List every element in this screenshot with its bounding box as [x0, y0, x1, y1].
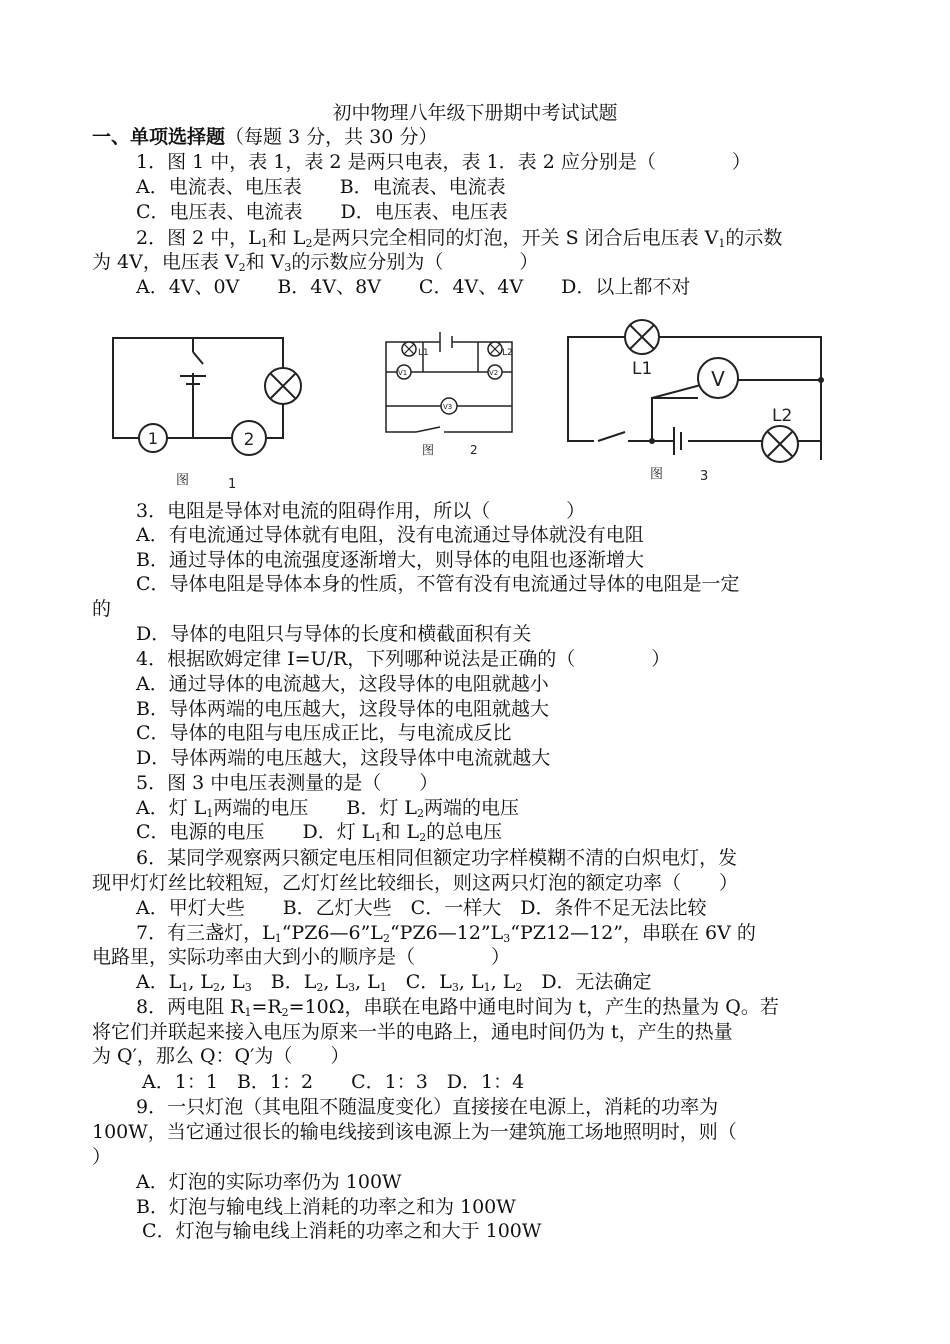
question-text-line: 的 [92, 598, 112, 620]
figure-2-number: 2 [470, 443, 478, 457]
answer-option-line: D．导体的电阻只与导体的长度和横截面积有关 [136, 623, 532, 645]
question-text-line: 3．电阻是导体对电流的阻碍作用，所以（ ） [136, 500, 586, 522]
figure-3-caption: 图 [650, 467, 664, 482]
question-text-line: 现甲灯灯丝比较粗短，乙灯灯丝比较细长，则这两只灯泡的额定功率（ ） [92, 872, 739, 894]
question-text-line: 4．根据欧姆定律 I=U/R，下列哪种说法是正确的（ ） [136, 648, 671, 670]
answer-option-line: C．灯泡与输电线上消耗的功率之和大于 100W [136, 1220, 542, 1242]
lamp-l2-icon [762, 426, 798, 462]
answer-option-line: A．1：1 B．1：2 C．1：3 D．1：4 [136, 1071, 525, 1093]
question-text-line: 7．有三盏灯，$L_1“PZ6—6”L_2“PZ6—12”L_3“PZ12—12$”，串联在 6V 的 [136, 922, 756, 945]
answer-option-line: A．甲灯大些 B．乙灯大些 C．一样大 D．条件不足无法比较 [136, 897, 707, 919]
figure-2-label-l2: L2 [502, 348, 513, 358]
question-text-line: 5．图 3 中电压表测量的是（ ） [136, 772, 439, 794]
section-heading: 一、单项选择题 [92, 126, 226, 148]
answer-option-line: D．导体两端的电压越大，这段导体中电流就越大 [136, 747, 551, 769]
question-text-line: 8．两电阻 $R_1=R_2=10\Omega$，串联在电路中通电时间为 t，产生的热量为 Q。若 [136, 996, 779, 1019]
figure-2-label-v3: V3 [443, 403, 453, 411]
figure-1-circuit [108, 328, 313, 498]
figure-3-label-l2: L2 [772, 406, 793, 426]
question-text-line: 9．一只灯泡（其电阻不随温度变化）直接接在电源上，消耗的功率为 [136, 1096, 719, 1118]
answer-option-line: A．灯 $L_1$两端的电压 B．灯 $L_2$两端的电压 [136, 797, 520, 820]
figure-3-label-v: V [711, 367, 725, 391]
answer-option-line: B．灯泡与输电线上消耗的功率之和为 100W [136, 1196, 516, 1218]
answer-option-line: A．通过导体的电流越大，这段导体的电阻就越小 [136, 673, 549, 695]
section-note: （每题 3 分，共 30 分） [225, 126, 438, 148]
answer-option-line: B．通过导体的电流强度逐渐增大，则导体的电阻也逐渐增大 [136, 549, 644, 571]
question-text-line: 6．某同学观察两只额定电压相同但额定功字样模糊不清的白炽电灯，发 [136, 847, 738, 869]
question-text-line: 1．图 1 中，表 1，表 2 是两只电表，表 1．表 2 应分别是（ ） [136, 151, 751, 173]
answer-option-line: A．4V、0V B．4V、8V C．4V、4V D．以上都不对 [136, 276, 691, 298]
answer-option-line: B．导体两端的电压越大，这段导体的电阻就越大 [136, 698, 549, 720]
answer-option-line: A．有电流通过导体就有电阻，没有电流通过导体就没有电阻 [136, 524, 644, 546]
lamp-l1-icon [625, 320, 659, 354]
answer-option-line: C．导体电阻是导体本身的性质，不管有没有电流通过导体的电阻是一定 [136, 573, 740, 595]
answer-option-line: C．电压表、电流表 D．电压表、电压表 [136, 201, 508, 223]
question-text-line: 100W，当它通过很长的输电线接到该电源上为一建筑施工场地照明时，则（ [92, 1121, 737, 1143]
question-text-line: ） [92, 1146, 112, 1168]
answer-option-line: A．电流表、电压表 B．电流表、电流表 [136, 176, 506, 198]
answer-option-line: A．$L_1$, $L_2$, $L_3$ B．$L_2$, $L_3$, $L_1$ C．$L_3$, $L_1$, $L_2$ D．无法确定 [136, 971, 652, 994]
figure-2-circuit [378, 328, 528, 463]
figure-1-caption: 图 [176, 473, 190, 488]
question-text-line: 2．图 2 中，$L_1$和 $L_2$是两只完全相同的灯泡，开关 S 闭合后电压表 $V_1$的示数 [136, 227, 783, 250]
lamp-icon [265, 368, 301, 404]
page-title: 初中物理八年级下册期中考试试题 [332, 102, 618, 124]
answer-option-line: C．电源的电压 D．灯 $L_1$和 $L_2$的总电压 [136, 821, 503, 844]
question-text-line: 将它们并联起来接入电压为原来一半的电路上，通电时间仍为 t，产生的热量 [92, 1021, 733, 1043]
figure-3-number: 3 [700, 469, 709, 484]
figure-3-label-l1: L1 [632, 359, 653, 379]
figure-3-circuit [560, 315, 832, 487]
figure-1-number: 1 [228, 477, 237, 492]
question-text-line: 为 4V，电压表 $V_2$和 $V_3$的示数应分别为（ ） [92, 251, 539, 274]
answer-option-line: C．导体的电阻与电压成正比，与电流成反比 [136, 722, 512, 744]
question-text-line: 电路里，实际功率由大到小的顺序是（ ） [92, 946, 511, 968]
meter-2-label: 2 [243, 430, 255, 450]
figure-2-label-v1: V1 [398, 369, 408, 377]
meter-1-label: 1 [147, 429, 159, 448]
section-header [92, 125, 437, 149]
answer-option-line: A．灯泡的实际功率仍为 100W [136, 1171, 402, 1193]
figure-2-label-l1: L1 [418, 348, 429, 358]
question-text-line: 为 Q′，那么 Q：Q′为（ ） [92, 1045, 350, 1067]
figure-2-caption: 图 [422, 443, 435, 457]
figure-2-label-v2: V2 [489, 369, 499, 377]
